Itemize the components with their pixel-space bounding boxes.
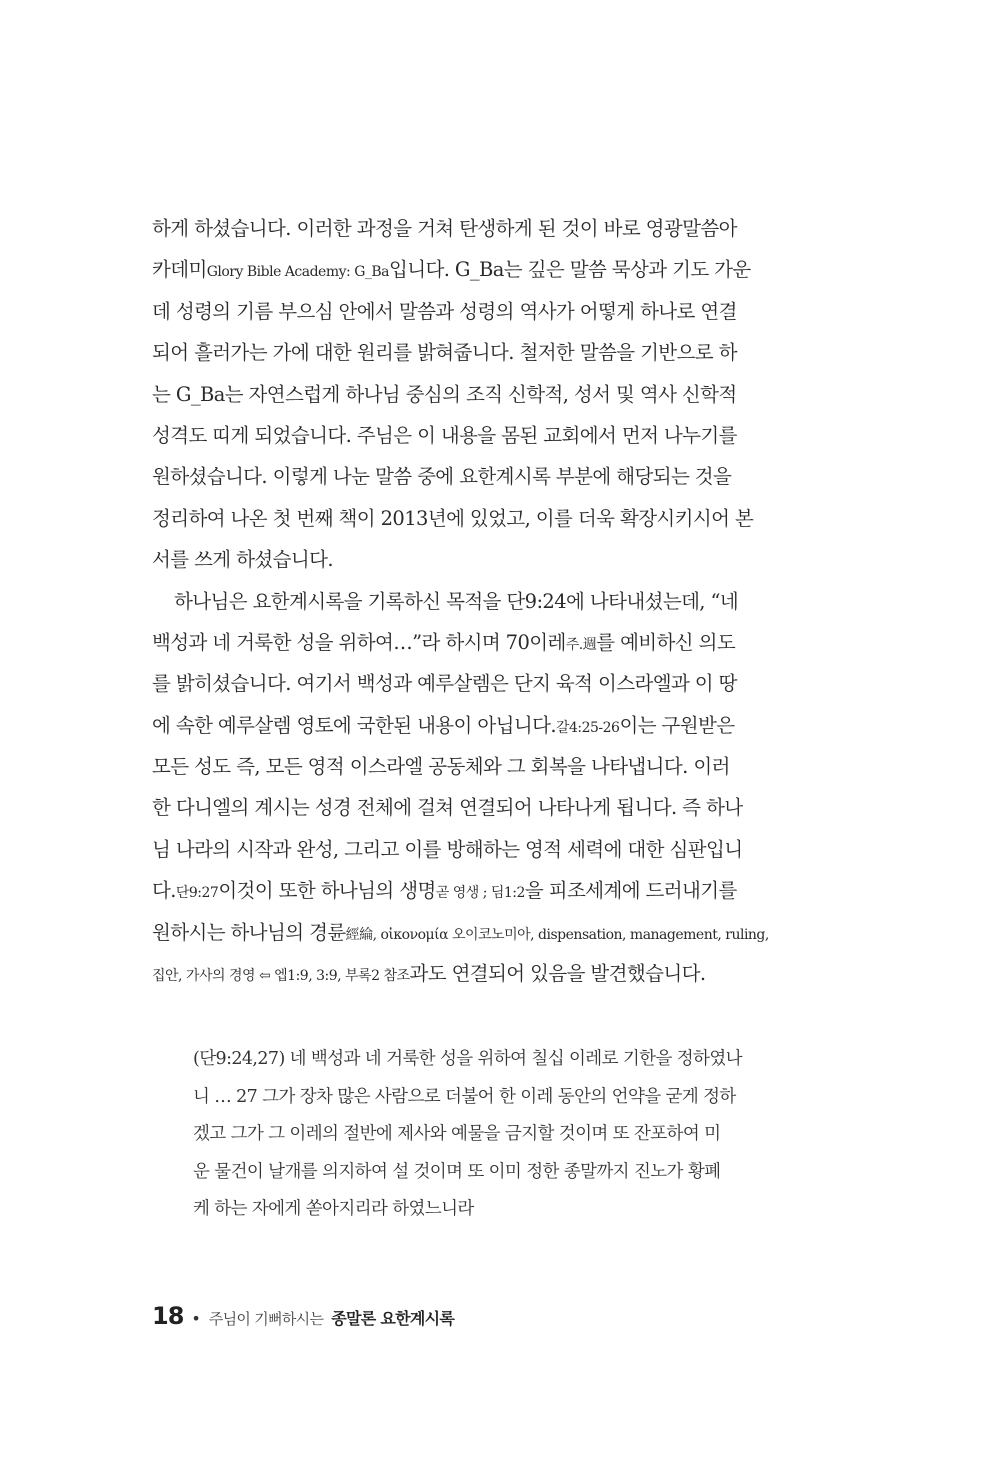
text-line: 백성과 네 거룩한 성을 위하여…”라 하시며 70이레주.週를 예비하신 의도: [152, 622, 772, 663]
text-line: 님 나라의 시작과 완성, 그리고 이를 방해하는 영적 세력에 대한 심판입니: [152, 837, 743, 861]
text-line: 하게 하셨습니다. 이러한 과정을 거쳐 탄생하게 된 것이 바로 영광말씀아: [152, 217, 737, 240]
text-line: 하나님은 요한계시록을 기록하신 목적을 단9:24에 나타내셨는데, “네: [174, 589, 739, 613]
text-line: 카데미Glory Bible Academy: G_Ba입니다. G_Ba는 깊은 말씀 묵상과 기도 가운: [152, 249, 772, 290]
text-line: 다.단9:27이것이 또한 하나님의 생명곧 영생 ; 딤1:2을 피조세계에 드러내기를: [152, 870, 772, 911]
text-line: 는 G_Ba는 자연스럽게 하나님 중심의 조직 신학적, 성서 및 역사 신학적: [152, 382, 737, 406]
text-line: 한 다니엘의 계시는 성경 전체에 걸쳐 연결되어 나타나게 됩니다. 즉 하나: [152, 796, 743, 820]
quote-line: (단9:24,27) 네 백성과 네 거룩한 성을 위하여 칠십 이레로 기한을 정하였나: [193, 1049, 742, 1069]
text-line: 서를 쓰게 하셨습니다.: [152, 548, 333, 572]
text-line: 원하시는 하나님의 경륜經綸, οἰκονομία 오이코노미아, dispensation, management, ruling,: [152, 912, 772, 953]
quote-line: 운 물건이 날개를 의지하여 설 것이며 또 이미 정한 종말까지 진노가 황폐: [193, 1161, 721, 1182]
text-line: 원하셨습니다. 이렇게 나눈 말씀 중에 요한계시록 부분에 해당되는 것을: [152, 465, 732, 489]
quote-line: 겠고 그가 그 이레의 절반에 제사와 예물을 금지할 것이며 또 잔포하여 미: [193, 1124, 721, 1144]
quote-line: 니 … 27 그가 장차 많은 사람으로 더불어 한 이레 동안의 언약을 굳게 정하: [193, 1086, 736, 1107]
text-line: 모든 성도 즉, 모든 영적 이스라엘 공동체와 그 회복을 나타냅니다. 이러: [152, 755, 730, 779]
running-head-title: 종말론 요한계시록: [331, 1309, 455, 1328]
text-line: 데 성령의 기름 부으심 안에서 말씀과 성령의 역사가 어떻게 하나로 연결: [152, 299, 737, 323]
annotation: 經綸, οἰκονομία 오이코노미아, dispensation, management, ruling,: [345, 926, 769, 943]
text-line: 성격도 띠게 되었습니다. 주님은 이 내용을 몸된 교회에서 먼저 나누기를: [152, 423, 737, 447]
running-head-prefix: 주님이 기뻐하시는: [208, 1310, 324, 1328]
page-number: 18: [152, 1302, 184, 1330]
body-text: [152, 208, 772, 994]
text-line: 를 밝히셨습니다. 여기서 백성과 예루살렘은 단지 육적 이스라엘과 이 땅: [152, 672, 737, 696]
quote-line: 케 하는 자에게 쏟아지리라 하였느니라: [193, 1199, 474, 1219]
annotation: 갈4:25-26: [555, 719, 620, 736]
text-line: 되어 흘러가는 가에 대한 원리를 밝혀줍니다. 철저한 말씀을 기반으로 하: [152, 341, 737, 365]
page-footer: [152, 1302, 454, 1338]
annotation: 집안, 가사의 경영 ⇦ 엡1:9, 3:9, 부록2 참조: [152, 968, 410, 985]
annotation: Glory Bible Academy: G_Ba: [206, 264, 390, 281]
annotation: 단9:27: [175, 885, 219, 902]
text-line: 에 속한 예루살렘 영토에 국한된 내용이 아닙니다.갈4:25-26이는 구원받은: [152, 705, 772, 746]
scripture-quote: [193, 1041, 771, 1229]
annotation: 곧 영생 ; 딤1:2: [435, 885, 525, 902]
text-line: 집안, 가사의 경영 ⇦ 엡1:9, 3:9, 부록2 참조과도 연결되어 있음을 발견했습니다.: [152, 953, 772, 994]
text-line: 정리하여 나온 첫 번째 책이 2013년에 있었고, 이를 더욱 확장시키시어 본: [152, 506, 754, 530]
bullet-separator: •: [191, 1309, 201, 1328]
annotation: 주.週: [565, 636, 597, 653]
